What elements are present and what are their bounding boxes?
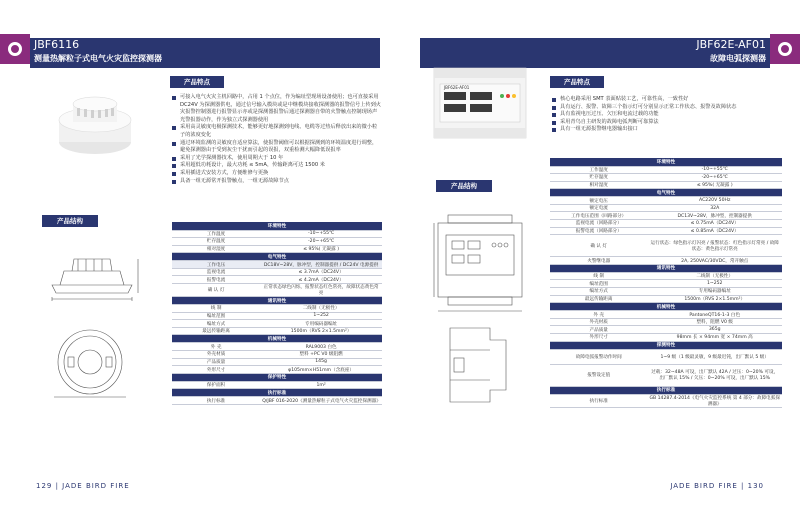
spec-value: ≤ 3.7mA（DC24V） — [260, 268, 382, 276]
spec-value: 二线制（无极性） — [260, 305, 382, 313]
spec-key: 贮存温度 — [550, 174, 647, 182]
spec-value: 正常状态绿色闪烁，报警状态红色常亮，故障状态黄色常亮 — [260, 284, 382, 297]
spec-value: 145g — [260, 358, 382, 366]
spec-value: RAL9003 白色 — [260, 343, 382, 351]
spec-group-header: 执行标准 — [550, 386, 782, 394]
spec-value: DC13V~28V，脉冲型，控制器提供 — [647, 212, 782, 220]
spec-value: AC220V 50Hz — [647, 197, 782, 205]
spec-value: 过载：32~48A 可设，出厂默认 42A / 过压：0~20% 可设，出厂默认 15% / 欠压：0~20% 可设，出厂默认 15% — [647, 364, 782, 386]
svg-text:JBF62E-AF01: JBF62E-AF01 — [444, 85, 470, 90]
spec-key: 执行标准 — [550, 394, 647, 407]
spec-group-header: 探测特性 — [550, 341, 782, 349]
spec-table-right — [550, 158, 782, 408]
spec-key: 产品质量 — [550, 326, 647, 334]
spec-value: DC18V~28V，脉冲型，控制器提供 / DC24V 电源提供 — [260, 261, 382, 269]
spec-key: 贮存温度 — [172, 238, 260, 246]
spec-key: 外形尺寸 — [172, 366, 260, 374]
detector-base-drawing — [50, 325, 130, 400]
spec-key: 监视电流 — [172, 268, 260, 276]
spec-key: 监视电流（回路部分） — [550, 220, 647, 228]
spec-key: 外壳材质 — [550, 318, 647, 326]
feature-item: 可接入电气火灾主机回路中，占用 1 个点位，作为编址型现场设备使用；也可直接采用 DC24V 为探测器供电，通过信号输入模块或是中继模块接收探测器的报警信号上传到火灾报警控制器进行报警显示亦或是探测器报警后通过探测器自带的火警触点控制现场声光警报器动作，作为独立式探测器使用 — [172, 94, 382, 124]
footer-right: JADE BIRD FIRE | 130 — [670, 482, 764, 490]
spec-value: 365g — [647, 326, 782, 334]
structure-tag-left: 产品结构 — [42, 215, 98, 227]
spec-key: 编址范围 — [550, 280, 647, 288]
spec-key: 报警电流（回路部分） — [550, 227, 647, 235]
spec-key: 确 认 灯 — [550, 235, 647, 257]
spec-value: Q/JBF 016-2020《测量热解粒子式电气火灾监控探测器》 — [262, 398, 381, 404]
spec-key: 外 壳 — [550, 311, 647, 319]
detector-side-drawing — [42, 245, 142, 305]
spec-value: 1~9 级（1 级最灵敏，9 级最迟钝，出厂默认 5 级） — [647, 349, 782, 364]
spec-key: 外形尺寸 — [550, 334, 647, 342]
structure-tag-right: 产品结构 — [436, 180, 492, 192]
spec-value: GB 14287.4-2014《电气火灾监控系统 第 4 部分：故障电弧探测器》 — [647, 394, 782, 407]
spec-key: 工作温度 — [172, 230, 260, 238]
spec-group-header: 电气特性 — [172, 253, 382, 261]
spec-value: 专用编码器编址 — [260, 320, 382, 328]
brand-logo — [0, 34, 30, 64]
spec-key: 产品质量 — [172, 358, 260, 366]
spec-value: 专用编码器编址 — [647, 288, 782, 296]
arc-detector-photo — [430, 62, 530, 142]
spec-value: -10~+55℃ — [647, 166, 782, 174]
feature-item: 具有监视电压过压、欠压和电流过载的功能 — [552, 111, 782, 119]
arc-detector-side-drawing — [440, 320, 520, 410]
feature-item: 采用插进式安装方式，方便维修与更换 — [172, 170, 382, 178]
brand-logo — [770, 34, 800, 64]
spec-key: 外壳材质 — [172, 351, 260, 359]
spec-key: 外 壳 — [172, 343, 260, 351]
features-list-left — [172, 94, 382, 185]
spec-key: 额定电流 — [550, 204, 647, 212]
spec-key: 工作温度 — [550, 166, 647, 174]
spec-key: 保护面积 — [172, 381, 260, 389]
spec-group-header: 保护特性 — [172, 373, 382, 381]
spec-key: 编址范围 — [172, 312, 260, 320]
spec-value: ≤ 95%( 无凝露 ) — [647, 181, 782, 189]
spec-key: 确 认 灯 — [172, 284, 260, 297]
spec-group-header: 环境特性 — [172, 222, 382, 230]
spec-value: PantoneQT16-1-3 白色 — [647, 311, 782, 319]
feature-item: 具有一组无源报警继电器输出接口 — [552, 126, 782, 134]
product-title-left: 测量热解粒子式电气火灾监控探测器 — [34, 54, 162, 63]
footer-left: 129 | JADE BIRD FIRE — [36, 482, 130, 490]
spec-value: 98mm 长 × 94mm 宽 × 74mm 高 — [647, 334, 782, 342]
spec-value: -20~+65℃ — [260, 238, 382, 246]
spec-value: 1500m（RVS 2×1.5mm²） — [647, 295, 782, 303]
feature-item: 通过环境监测的灵敏度自适应算法，使报警阈值可以根据探测到的环境温度进行调整，避免探测器由于受到灰尘干扰而引起的误报，双重检测大幅降低误报率 — [172, 140, 382, 155]
spec-value: ≤ 4.2mA（DC24V） — [260, 276, 382, 284]
model-number-right: JBF62E-AF01 — [696, 38, 766, 51]
spec-value: φ105mm×H51mm（含底座） — [260, 366, 382, 374]
features-tag-right: 产品特点 — [550, 76, 604, 88]
feature-item: 具备一组无源常开报警触点，一组无源故障节点 — [172, 178, 382, 186]
spec-value: 2A, 250VAC/30VDC，常开触点 — [647, 257, 782, 265]
model-number-left: JBF6116 — [34, 38, 80, 51]
spec-value: 1500m（RVS 2×1.5mm²） — [260, 327, 382, 335]
feature-item: 采用高灵敏度电极探测技术，能够更好地探测到电线、电缆等过热后释放出来的微小粒子的浓度变化 — [172, 124, 382, 139]
spec-key: 最远传输距离 — [550, 295, 647, 303]
spec-key: 工作电压范围（回路部分） — [550, 212, 647, 220]
spec-key: 最远传输距离 — [172, 327, 260, 335]
spec-value: 二线制（无极性） — [647, 272, 782, 280]
spec-key: 工作电压 — [172, 261, 260, 269]
spec-key: 相对湿度 — [550, 181, 647, 189]
spec-key: 报警电流 — [172, 276, 260, 284]
spec-key: 额定电压 — [550, 197, 647, 205]
spec-group-header: 电气特性 — [550, 189, 782, 197]
spec-key: 报警设定值 — [550, 364, 647, 386]
features-tag-left: 产品特点 — [170, 76, 224, 88]
spec-group-header: 机械特性 — [172, 335, 382, 343]
spec-key: 线 制 — [172, 305, 260, 313]
spec-value: 运行状态：绿色指示灯闪亮 / 报警状态：红色指示灯常亮 / 故障状态：黄色指示灯常亮 — [647, 235, 782, 257]
features-list-right — [552, 96, 782, 134]
spec-value: 1~252 — [260, 312, 382, 320]
spec-value: 塑料 +PC V0 级阻燃 — [260, 351, 382, 359]
spec-key: 线 制 — [550, 272, 647, 280]
arc-detector-front-drawing — [430, 205, 530, 315]
feature-item: 采用了光学探测器技术，使用周期大于 10 年 — [172, 155, 382, 163]
spec-group-header: 通讯特性 — [550, 264, 782, 272]
smoke-detector-photo — [55, 90, 135, 165]
feature-item: 采用青鸟自主研发的故障电弧判断可靠算法 — [552, 119, 782, 127]
feature-item: 核心电路采用 SMT 表面贴装工艺，可靠性高，一致性好 — [552, 96, 782, 104]
spec-group-header: 机械特性 — [550, 303, 782, 311]
spec-group-header: 通讯特性 — [172, 297, 382, 305]
spec-value: 1~252 — [647, 280, 782, 288]
spec-value: ≤ 0.75mA（DC24V） — [647, 220, 782, 228]
spec-group-header: 执行标准 — [172, 389, 382, 397]
product-title-right: 故障电弧探测器 — [710, 54, 766, 63]
spec-key: 编址方式 — [550, 288, 647, 296]
spec-key: 火警继电器 — [550, 257, 647, 265]
spec-key: 故障电弧报警动作时间 — [550, 349, 647, 364]
right-page — [400, 0, 800, 519]
spec-value: 1m² — [260, 381, 382, 389]
spec-key: 执行标准 — [172, 397, 260, 405]
spec-value: -20~+65℃ — [647, 174, 782, 182]
feature-item: 采用超低功耗设计，最大功耗 ≤ 5mA，传输距离可达 1500 米 — [172, 162, 382, 170]
spec-value: ≤ 0.85mA（DC24V） — [647, 227, 782, 235]
spec-table-left — [172, 222, 382, 405]
spec-value: ≤ 95%( 无凝露 ) — [260, 245, 382, 253]
spec-value: 塑料，阻燃 V0 级 — [647, 318, 782, 326]
spec-value: -10~+55℃ — [260, 230, 382, 238]
spec-key: 相对湿度 — [172, 245, 260, 253]
spec-key: 编址方式 — [172, 320, 260, 328]
feature-item: 具有运行、报警、故障三个指示灯可分别显示正常工作状态、报警及故障状态 — [552, 104, 782, 112]
spec-group-header: 环境特性 — [550, 158, 782, 166]
spec-value: 32A — [647, 204, 782, 212]
